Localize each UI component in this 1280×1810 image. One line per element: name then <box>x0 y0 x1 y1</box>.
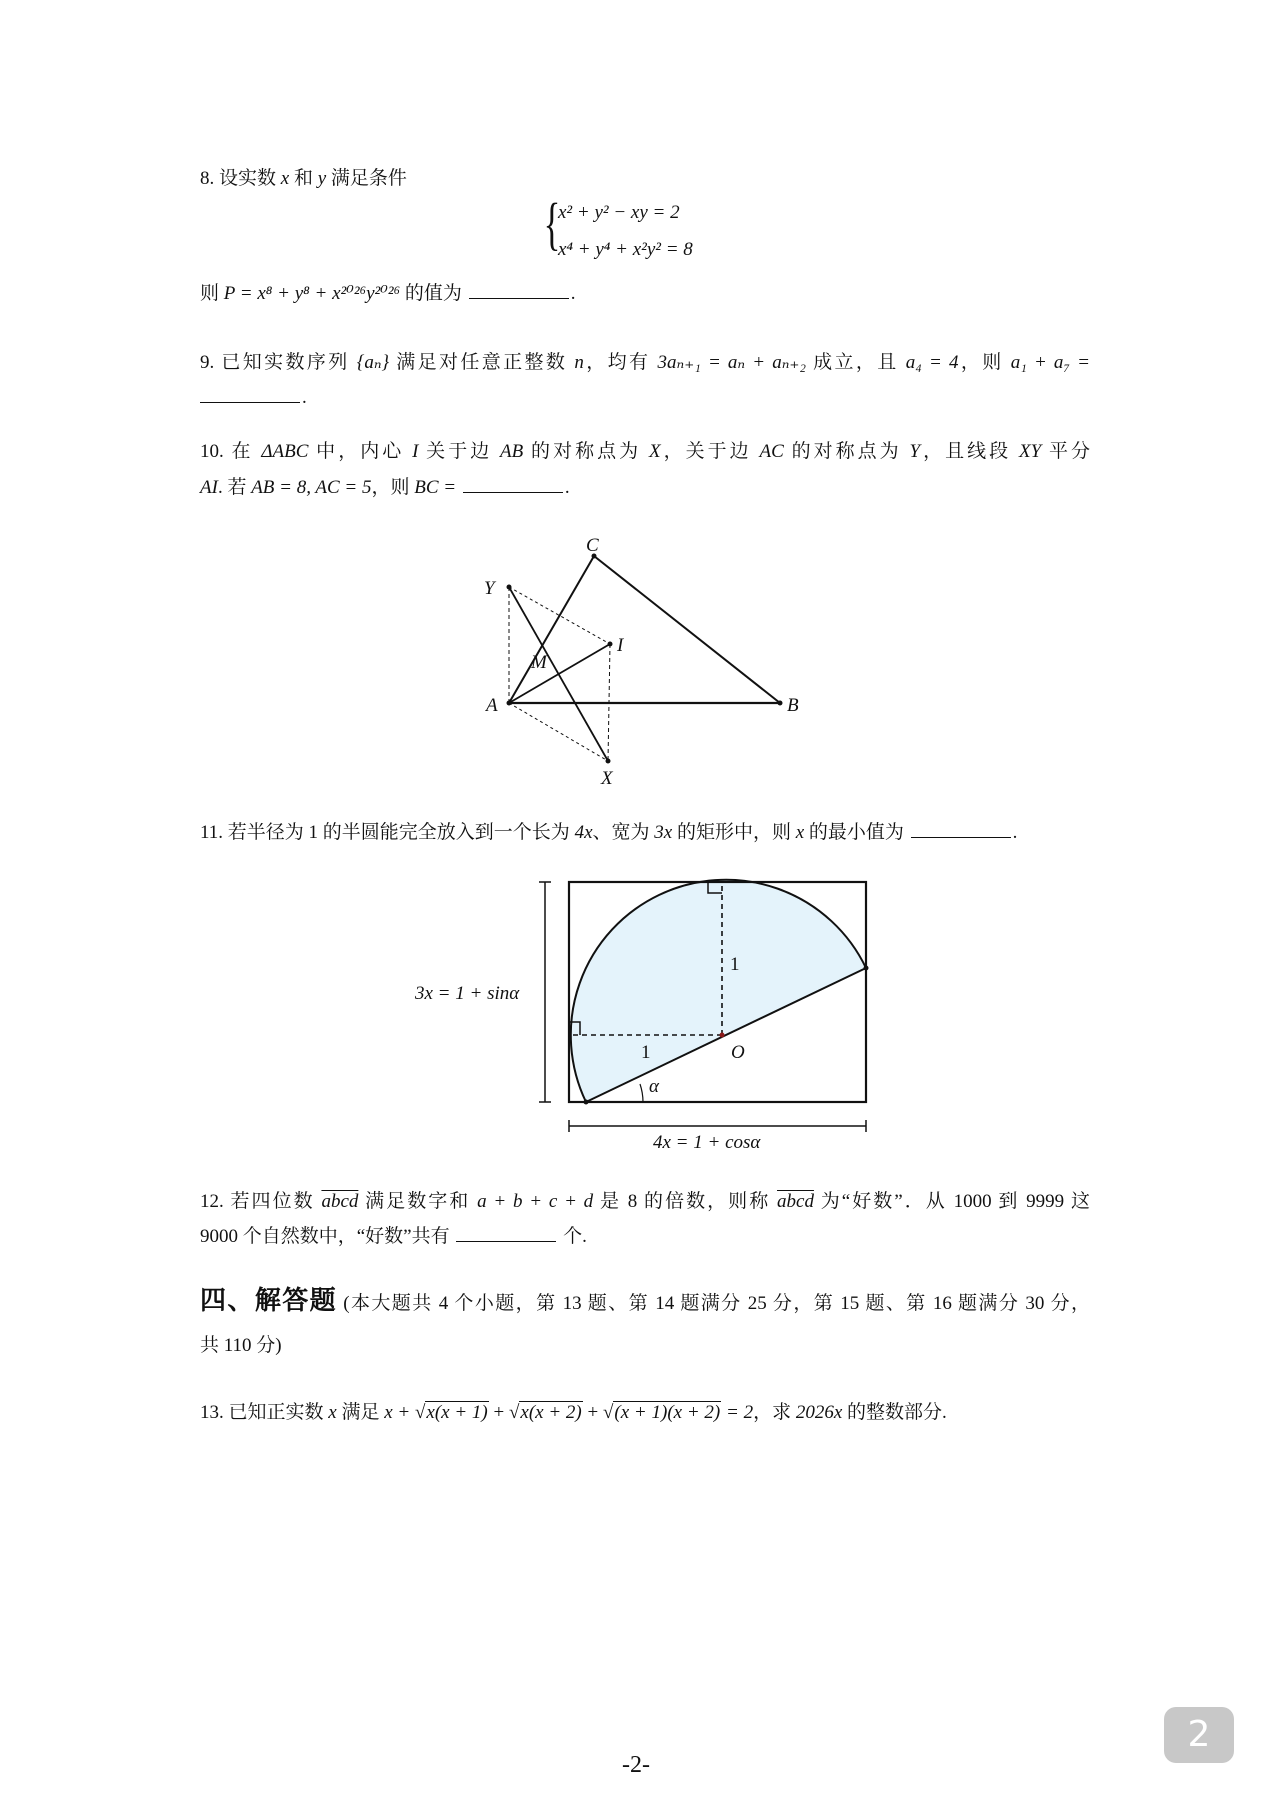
q10-var: I <box>412 441 419 462</box>
endpoint <box>864 966 869 971</box>
q13-text: 满足 <box>341 1402 380 1423</box>
q10-var: X <box>648 441 661 462</box>
sqrt-2: √x(x + 2) <box>508 1402 582 1423</box>
q12-text: 若四位数 <box>230 1191 315 1212</box>
q12-overline-number: abcd <box>777 1191 814 1212</box>
label-height: 3x = 1 + sinα <box>415 983 520 1004</box>
dashed-ax <box>509 703 608 761</box>
q9-text: ，均有 <box>583 352 651 373</box>
q12-digit-sum: a + b + c + d <box>477 1191 594 1212</box>
q12-overline-number: abcd <box>321 1191 359 1212</box>
section-title: 四、解答题 <box>200 1286 338 1315</box>
segment-yx <box>509 587 608 761</box>
q10-var: AI <box>200 477 218 498</box>
q10-text: 中，内心 <box>316 441 405 462</box>
q8-period: . <box>570 283 576 304</box>
q8-var-x: x <box>280 168 290 189</box>
q11-width: 3x <box>654 822 673 843</box>
q10-var: AC <box>759 441 784 462</box>
label-b: B <box>787 695 799 716</box>
q11-length: 4x <box>574 822 593 843</box>
section-description-line2: 共 110 分) <box>200 1335 282 1356</box>
q8-equation-2: x⁴ + y⁴ + x²y² = 8 <box>558 239 693 260</box>
segment-cb <box>594 556 780 703</box>
q8-var-y: y <box>317 168 327 189</box>
q13-equals: = 2 <box>726 1402 754 1423</box>
point-i <box>608 642 613 647</box>
q12-text: 是 8 的倍数，则称 <box>599 1191 771 1212</box>
endpoint <box>584 1100 589 1105</box>
q8-text: 的值为 <box>404 283 462 304</box>
q8-text: 设实数 <box>219 168 277 189</box>
q11-text: 、宽为 <box>592 822 650 843</box>
system-brace: { <box>543 191 561 256</box>
q13-var: x <box>328 1402 337 1423</box>
center-o <box>720 1033 725 1038</box>
q8-text: 满足条件 <box>330 168 407 189</box>
label-radius-vertical: 1 <box>730 954 740 975</box>
q9-sequence: {aₙ} <box>356 352 390 373</box>
q8-number: 8. <box>200 168 215 189</box>
q10-text: ，关于边 <box>660 441 752 462</box>
q11-text: 的最小值为 <box>808 822 904 843</box>
q13-term: x + <box>384 1402 411 1423</box>
point-y <box>507 585 512 590</box>
q10-text: 在 <box>231 441 254 462</box>
q13-text: ，求 <box>753 1402 792 1423</box>
q9-var-n: n <box>574 352 584 373</box>
q8-text: 和 <box>293 168 313 189</box>
triangle-labels <box>484 535 799 789</box>
q13-text: 的整数部分. <box>847 1402 947 1423</box>
section-description: (本大题共 4 个小题，第 13 题、第 14 题满分 25 分，第 15 题、第 16 题满分 30 分， <box>343 1293 1090 1314</box>
q12-text: 为“好数”．从 1000 到 9999 这 <box>820 1191 1090 1212</box>
segment-ac <box>509 556 594 703</box>
q10-given: AB = 8, AC = 5 <box>251 477 372 498</box>
page-badge[interactable]: 2 <box>1164 1707 1234 1763</box>
q13-number: 13. <box>200 1402 224 1423</box>
q12-text: 9000 个自然数中，“好数”共有 <box>200 1226 450 1247</box>
q9-recurrence: 3aₙ₊₁ = aₙ + aₙ₊₂ <box>657 352 807 373</box>
label-i: I <box>617 635 624 656</box>
label-width: 4x = 1 + cosα <box>653 1132 761 1153</box>
q10-triangle: ΔABC <box>261 441 309 462</box>
point-b <box>778 701 783 706</box>
label-radius-horizontal: 1 <box>641 1042 651 1063</box>
q10-var: AB <box>500 441 524 462</box>
q10-text: ，则 <box>371 477 410 498</box>
q11-period: . <box>1012 822 1018 843</box>
page-number: -2- <box>622 1752 650 1778</box>
figure-triangle <box>507 554 783 764</box>
angle-arc <box>640 1084 643 1102</box>
q12-text: 个. <box>563 1226 587 1247</box>
label-x: X <box>601 768 613 789</box>
q9-period: . <box>302 387 307 408</box>
q11-var: x <box>795 822 805 843</box>
q8-text: 则 <box>200 283 220 304</box>
q10-var: Y <box>909 441 921 462</box>
label-m: M <box>531 652 547 673</box>
plus-sign: + <box>587 1402 599 1423</box>
q10-number: 10. <box>200 441 224 462</box>
label-o: O <box>731 1042 745 1063</box>
q10-text: 的对称点为 <box>531 441 642 462</box>
plus-sign: + <box>493 1402 505 1423</box>
label-alpha: α <box>649 1076 659 1097</box>
q10-text: 关于边 <box>426 441 493 462</box>
q9-given: a₄ = 4 <box>905 352 959 373</box>
q10-text: ，且线段 <box>920 441 1012 462</box>
segment-ai <box>509 644 610 703</box>
q10-text: 平分 <box>1048 441 1090 462</box>
q12-text: 满足数字和 <box>365 1191 471 1212</box>
q11-number: 11. <box>200 822 224 843</box>
point-a <box>507 701 512 706</box>
point-x <box>606 759 611 764</box>
sqrt-1: √x(x + 1) <box>414 1402 488 1423</box>
q13-term: 2026x <box>795 1402 843 1423</box>
q10-text: 的对称点为 <box>791 441 902 462</box>
q8-expression: P = x⁸ + y⁸ + x²⁰²⁶y²⁰²⁶ <box>223 283 401 304</box>
q10-text: . 若 <box>217 477 247 498</box>
q9-text: 成立，且 <box>813 352 899 373</box>
radicand: x(x + 1) <box>426 1402 488 1423</box>
q11-text: 的矩形中，则 <box>676 822 791 843</box>
q11-text: 若半径为 1 的半圆能完全放入到一个长为 <box>227 822 570 843</box>
sqrt-3: √(x + 1)(x + 2) <box>602 1402 721 1423</box>
radicand: (x + 1)(x + 2) <box>614 1402 721 1423</box>
q13-text: 已知正实数 <box>228 1402 324 1423</box>
radicand: x(x + 2) <box>520 1402 582 1423</box>
q10-target: BC = <box>414 477 457 498</box>
q9-number: 9. <box>200 352 215 373</box>
q9-target: a₁ + a₇ = <box>1010 352 1090 373</box>
q9-text: 满足对任意正整数 <box>396 352 568 373</box>
q12-number: 12. <box>200 1191 224 1212</box>
q9-text: 已知实数序列 <box>221 352 350 373</box>
figure-semicircle <box>539 880 869 1132</box>
label-y: Y <box>484 578 495 599</box>
q10-period: . <box>564 477 570 498</box>
label-a: A <box>486 695 498 716</box>
q10-var: XY <box>1018 441 1042 462</box>
q8-equation-1: x² + y² − xy = 2 <box>558 202 680 223</box>
label-c: C <box>586 535 599 556</box>
q9-text: ，则 <box>958 352 1004 373</box>
